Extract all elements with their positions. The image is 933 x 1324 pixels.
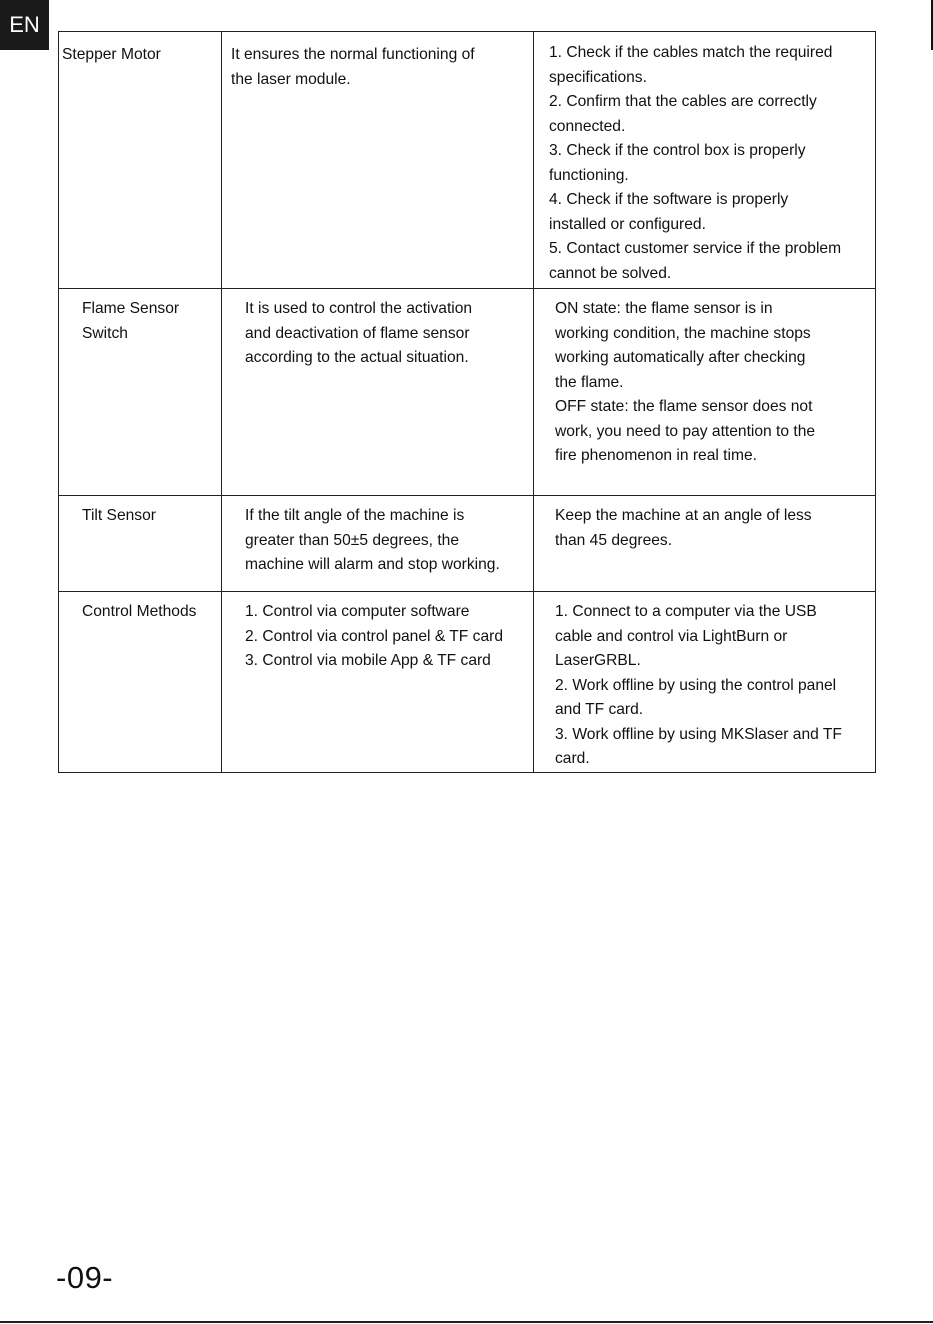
function-cell [222, 32, 534, 289]
notes-cell [534, 496, 876, 592]
function-line: greater than 50±5 degrees, the [245, 531, 460, 549]
notes-line: connected. [549, 117, 626, 135]
notes-line: 4. Check if the software is properly [549, 191, 789, 208]
notes-line: card. [555, 750, 590, 767]
notes-line: 3. Work offline by using MKSlaser and TF [555, 725, 842, 743]
notes-line: cable and control via LightBurn or [555, 627, 788, 645]
notes-line: 1. Check if the cables match the required [549, 44, 833, 61]
notes-line: cannot be solved. [549, 264, 672, 282]
notes-line: the flame. [555, 373, 624, 391]
function-line: It is used to control the activation [245, 300, 473, 317]
notes-line: installed or configured. [549, 215, 706, 233]
function-line: 1. Control via computer software [245, 603, 470, 620]
notes-line: Keep the machine at an angle of less [555, 507, 812, 524]
notes-line: 3. Check if the control box is properly [549, 142, 806, 159]
function-line: and deactivation of flame sensor [245, 324, 470, 342]
notes-cell [534, 289, 876, 496]
notes-line: ON state: the flame sensor is in [555, 300, 773, 317]
notes-line: 5. Contact customer service if the problem [549, 240, 842, 257]
page-number: -09- [56, 1260, 114, 1295]
function-line: If the tilt angle of the machine is [245, 507, 465, 524]
notes-line: functioning. [549, 166, 629, 184]
item-cell [59, 32, 222, 289]
notes-line: 2. Confirm that the cables are correctly [549, 93, 817, 110]
notes-line: work, you need to pay attention to the [555, 422, 816, 440]
function-line: 3. Control via mobile App & TF card [245, 652, 491, 669]
notes-cell [534, 32, 876, 289]
notes-line: working automatically after checking [555, 349, 806, 366]
spec-table [58, 31, 876, 773]
item-line: Control Methods [82, 603, 197, 620]
item-line: Flame Sensor [82, 300, 180, 317]
bottom-rule [0, 1321, 933, 1323]
table-row-control-methods [59, 592, 876, 773]
function-line: machine will alarm and stop working. [245, 556, 500, 573]
function-line: 2. Control via control panel & TF card [245, 627, 503, 645]
item-line: Stepper Motor [62, 46, 161, 63]
item-cell [59, 289, 222, 496]
table-row-tilt-sensor [59, 496, 876, 592]
item-line: Switch [82, 324, 128, 342]
function-cell [222, 592, 534, 773]
notes-line: 2. Work offline by using the control panel [555, 676, 837, 694]
notes-line: OFF state: the flame sensor does not [555, 398, 813, 415]
notes-line: and TF card. [555, 701, 644, 718]
notes-line: fire phenomenon in real time. [555, 447, 757, 464]
notes-line: than 45 degrees. [555, 531, 673, 549]
item-cell [59, 496, 222, 592]
notes-line: working condition, the machine stops [555, 324, 811, 342]
notes-line: specifications. [549, 68, 647, 86]
function-line: It ensures the normal functioning of [231, 46, 475, 63]
table-row-flame-sensor-switch [59, 289, 876, 496]
function-cell [222, 289, 534, 496]
function-cell [222, 496, 534, 592]
notes-line: LaserGRBL. [555, 652, 641, 669]
function-line: the laser module. [231, 70, 351, 88]
function-line: according to the actual situation. [245, 349, 469, 366]
item-cell [59, 592, 222, 773]
table-row-stepper-motor [59, 32, 876, 289]
notes-line: 1. Connect to a computer via the USB [555, 603, 817, 620]
language-tab: EN [0, 0, 49, 50]
item-line: Tilt Sensor [82, 507, 156, 524]
notes-cell [534, 592, 876, 773]
